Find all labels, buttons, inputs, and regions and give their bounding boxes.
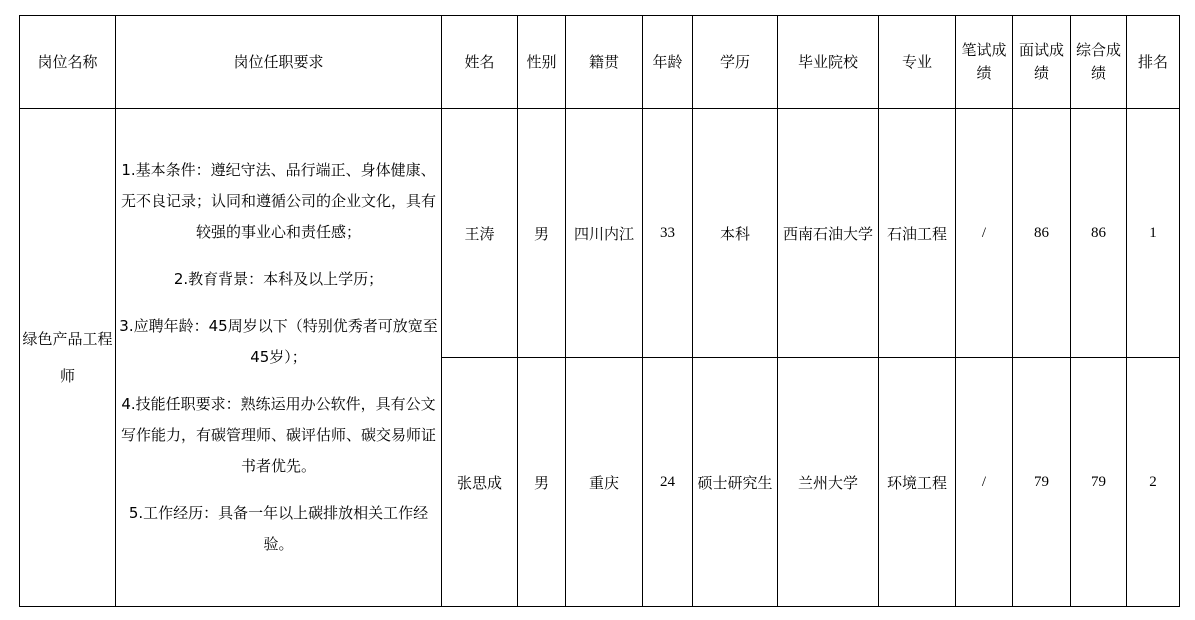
header-rank: 排名 [1127, 16, 1180, 109]
header-position: 岗位名称 [20, 16, 116, 109]
table-row [20, 109, 1180, 358]
header-total-score: 综合成绩 [1071, 16, 1127, 109]
header-requirements: 岗位任职要求 [116, 16, 442, 109]
requirements-cell [116, 109, 442, 607]
candidate-school: 西南石油大学 [778, 109, 879, 358]
candidate-total-score: 86 [1071, 109, 1127, 358]
requirement-item: 4.技能任职要求：熟练运用办公软件，具有公文写作能力，有碳管理师、碳评估师、碳交易师证书者优先。 [120, 394, 436, 476]
recruitment-results-table [19, 15, 1180, 607]
candidate-hometown: 四川内江 [566, 109, 643, 358]
requirement-item: 1.基本条件：遵纪守法、品行端正、身体健康、无不良记录；认同和遵循公司的企业文化，具有较强的事业心和责任感； [120, 160, 436, 242]
candidate-age: 33 [643, 109, 693, 358]
candidate-interview-score: 86 [1013, 109, 1071, 358]
candidate-age: 24 [643, 358, 693, 607]
requirement-item: 2.教育背景：本科及以上学历； [173, 269, 384, 288]
position-name-cell: 绿色产品工程师 [20, 109, 116, 607]
header-school: 毕业院校 [778, 16, 879, 109]
header-interview-score: 面试成绩 [1013, 16, 1071, 109]
candidate-major: 石油工程 [879, 109, 956, 358]
requirement-item: 3.应聘年龄：45周岁以下（特别优秀者可放宽至45岁）； [119, 316, 438, 366]
candidate-gender: 男 [518, 358, 566, 607]
candidate-name: 王涛 [442, 109, 518, 358]
header-gender: 性别 [518, 16, 566, 109]
candidate-gender: 男 [518, 109, 566, 358]
candidate-written-score: / [956, 109, 1013, 358]
candidate-name: 张思成 [442, 358, 518, 607]
candidate-total-score: 79 [1071, 358, 1127, 607]
candidate-written-score: / [956, 358, 1013, 607]
header-age: 年龄 [643, 16, 693, 109]
header-name: 姓名 [442, 16, 518, 109]
header-written-score: 笔试成绩 [956, 16, 1013, 109]
candidate-hometown: 重庆 [566, 358, 643, 607]
candidate-education: 本科 [693, 109, 778, 358]
requirement-item: 5.工作经历：具备一年以上碳排放相关工作经验。 [128, 503, 429, 554]
candidate-rank: 2 [1127, 358, 1180, 607]
candidate-rank: 1 [1127, 109, 1180, 358]
header-education: 学历 [693, 16, 778, 109]
candidate-major: 环境工程 [879, 358, 956, 607]
candidate-school: 兰州大学 [778, 358, 879, 607]
header-row [20, 16, 1180, 109]
header-major: 专业 [879, 16, 956, 109]
header-hometown: 籍贯 [566, 16, 643, 109]
candidate-interview-score: 79 [1013, 358, 1071, 607]
candidate-education: 硕士研究生 [693, 358, 778, 607]
